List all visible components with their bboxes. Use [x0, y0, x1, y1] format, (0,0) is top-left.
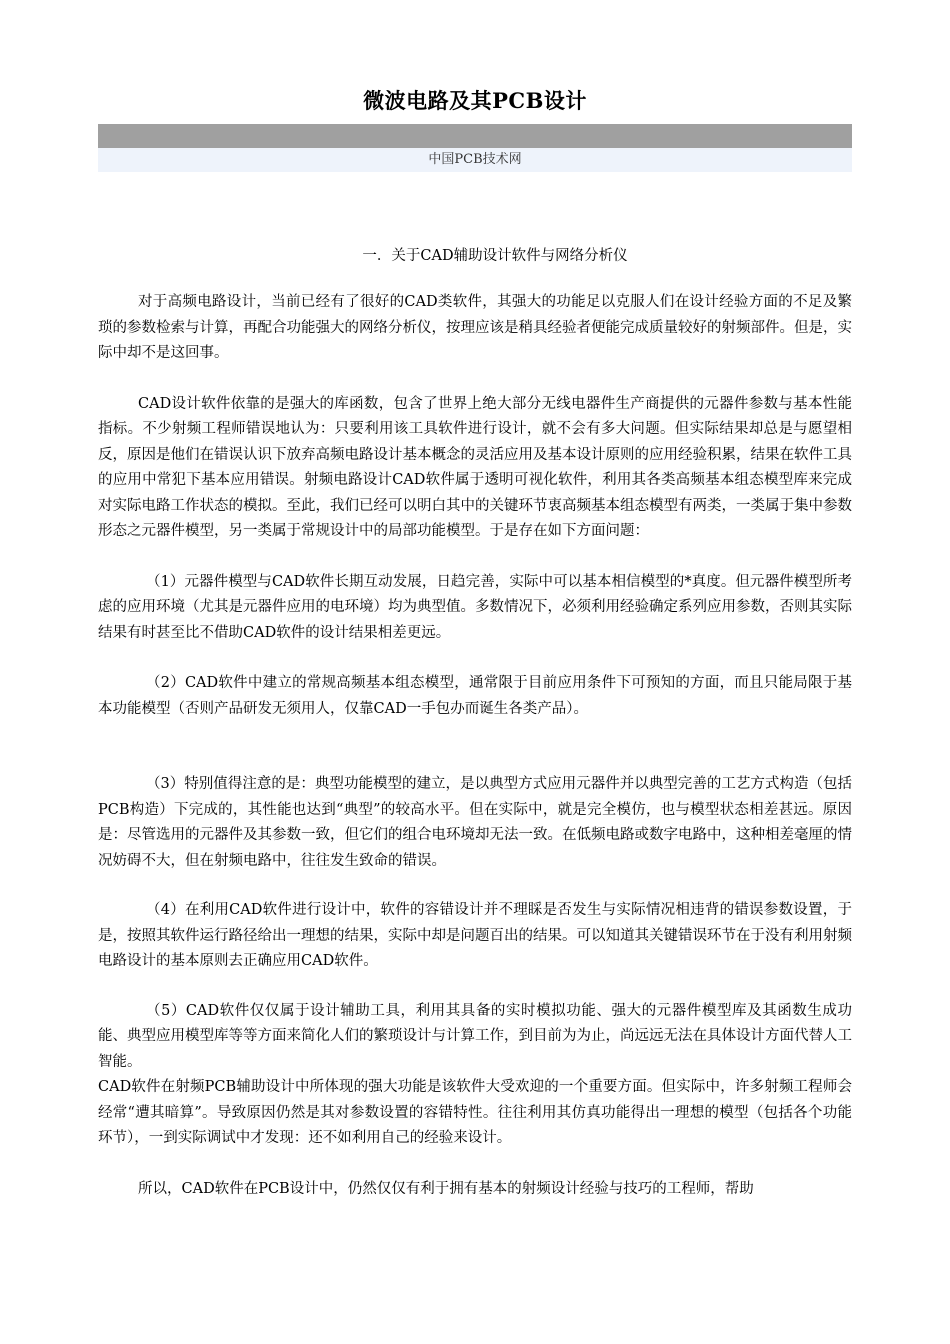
paragraph-conclusion: 所以，CAD软件在PCB设计中，仍然仅仅有利于拥有基本的射频设计经验与技巧的工程师，帮助: [138, 1180, 754, 1197]
title-divider-bar: [98, 124, 852, 148]
paragraph-item-3: （3）特别值得注意的是：典型功能模型的建立，是以典型方式应用元器件并以典型完善的工艺方式构造（包括PCB构造）下完成的，其性能也达到“典型”的较高水平。但在实际中，就是完全模仿，也与模型状态相差甚远。原因是：尽管选用的元器件及其参数一致，但它们的组合电环境却无法一致。在低频电路或数字电路中，这种相差毫厘的情况妨碍不大，但在射频电路中，往往发生致命的错误。: [98, 776, 852, 869]
paragraph-item-1: （1）元器件模型与CAD软件长期互动发展，日趋完善，实际中可以基本相信模型的*真度。但元器件模型所考虑的应用环境（尤其是元器件应用的电环境）均为典型值。多数情况下，必须利用经验确定系列应用参数，否则其实际结果有时甚至比不借助CAD软件的设计结果相差更远。: [98, 573, 852, 641]
document-page: [98, 0, 852, 1202]
paragraph-cad-software: CAD设计软件依靠的是强大的库函数，包含了世界上绝大部分无线电器件生产商提供的元器件参数与基本性能指标。不少射频工程师错误地认为：只要利用该工具软件进行设计，就不会有多大问题。但实际结果却总是与愿望相反，原因是他们在错误认识下放弃高频电路设计基本概念的灵活应用及基本设计原则的应用经验积累，结果在软件工具的应用中常犯下基本应用错误。射频电路设计CAD软件属于透明可视化软件，利用其各类高频基本组态模型库来完成对实际电路工作状态的模拟。至此，我们已经可以明白其中的关键环节衷高频基本组态模型有两类，一类属于集中参数形态之元器件模型，另一类属于常规设计中的局部功能模型。于是存在如下方面问题：: [98, 395, 852, 539]
paragraph-item-2: （2）CAD软件中建立的常规高频基本组态模型，通常限于目前应用条件下可预知的方面，而且只能局限于基本功能模型（否则产品研发无须用人，仅靠CAD一手包办而诞生各类产品）。: [98, 675, 852, 717]
document-title: 微波电路及其PCB设计: [363, 88, 587, 113]
paragraph-cad-pcb: CAD软件在射频PCB辅助设计中所体现的强大功能是该软件大受欢迎的一个重要方面。但实际中，许多射频工程师会经常“遭其暗算”。导致原因仍然是其对参数设置的容错特性。往往利用其仿真功能得出一理想的模型（包括各个功能环节），一到实际调试中才发现：还不如利用自己的经验来设计。: [98, 1079, 852, 1146]
source-label: 中国PCB技术网: [98, 148, 852, 172]
paragraph-item-4: （4）在利用CAD软件进行设计中，软件的容错设计并不理睬是否发生与实际情况相违背的错误参数设置，于是，按照其软件运行路径给出一理想的结果，实际中却是问题百出的结果。可以知道其关键错误环节在于没有利用射频电路设计的基本原则去正确应用CAD软件。: [98, 902, 852, 969]
paragraph-intro: 对于高频电路设计，当前已经有了很好的CAD类软件，其强大的功能足以克服人们在设计经验方面的不足及繁琐的参数检索与计算，再配合功能强大的网络分析仪，按理应该是稍具经验者便能完成质量较好的射频部件。但是，实际中却不是这回事。: [98, 294, 852, 361]
paragraph-item-5: （5）CAD软件仅仅属于设计辅助工具，利用其具备的实时模拟功能、强大的元器件模型库及其函数生成功能、典型应用模型库等等方面来简化人们的繁琐设计与计算工作，到目前为为止，尚远远无法在具体设计方面代替人工智能。: [98, 1002, 852, 1070]
section-heading: 一．关于CAD辅助设计软件与网络分析仪: [362, 248, 628, 264]
